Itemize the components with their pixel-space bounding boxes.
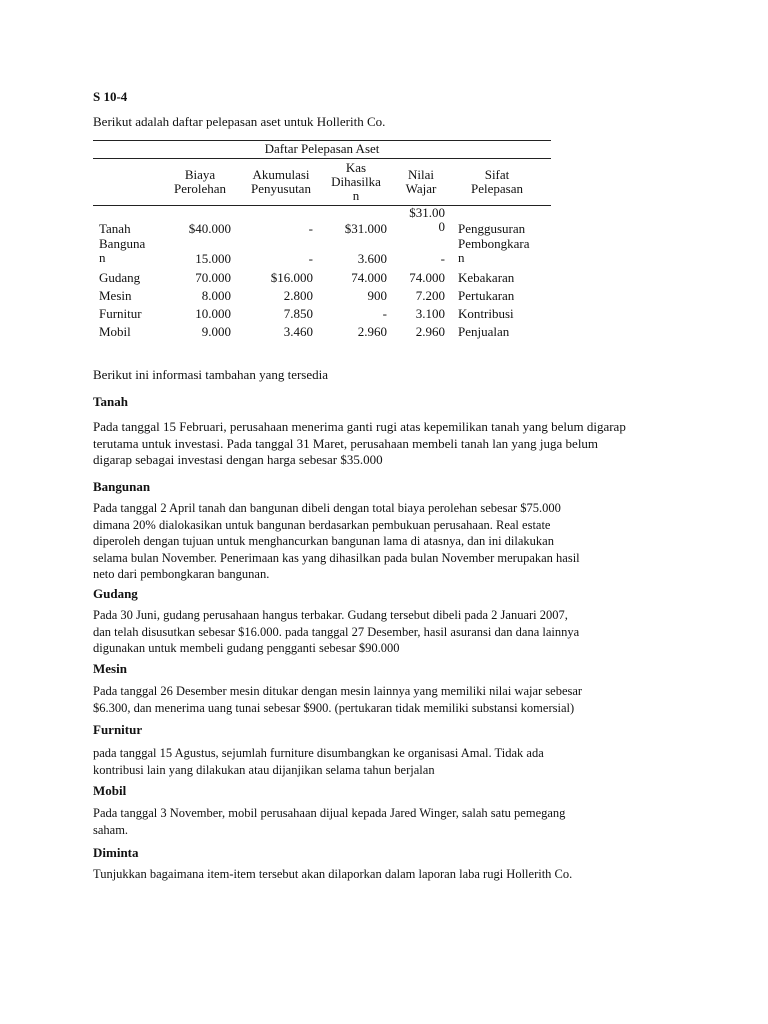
table-title-rule (93, 158, 551, 159)
row-akumulasi: - (308, 221, 313, 236)
row-nilai: 74.000 (409, 270, 445, 285)
row-name: Banguna n (99, 236, 146, 265)
header-akumulasi: Akumulasi Penyusutan (251, 167, 311, 196)
row-nilai: - (440, 251, 445, 266)
section-title-tanah: Tanah (93, 394, 128, 409)
row-name: Mesin (99, 288, 132, 303)
section-body-mesin: Pada tanggal 26 Desember mesin ditukar dengan mesin lainnya yang memiliki nilai wajar sebesar $6.300, dan menerima uang tunai sebesar $900. (pertukaran tidak memiliki substansi komersial) (93, 684, 583, 715)
row-biaya: 9.000 (201, 324, 231, 339)
table-title: Daftar Pelepasan Aset (264, 141, 380, 156)
row-biaya: 8.000 (201, 288, 231, 303)
row-akumulasi: $16.000 (270, 270, 313, 285)
row-sifat: Penggusuran (458, 221, 526, 236)
section-title-bangunan: Bangunan (93, 479, 151, 494)
header-nilai: Nilai Wajar (405, 167, 437, 196)
row-name: Furnitur (99, 306, 142, 321)
row-biaya: 70.000 (195, 270, 231, 285)
section-body-bangunan: Pada tanggal 2 April tanah dan bangunan dibeli dengan total biaya perolehan sebesar $75.000 dimana 20% dialokasikan untuk bangunan berdasarkan pembukuan perusahaan. Real estate diperoleh dengan tujuan untuk menghancurkan bangunan lama di atasnya, dan ini dilakukan selama bulan November. Penerimaan kas yang dihasilkan pada bulan November merupakan hasil neto dari pembongkaran bangunan. (93, 501, 580, 581)
row-akumulasi: 3.460 (283, 324, 313, 339)
section-title-diminta: Diminta (93, 845, 139, 860)
section-title-mesin: Mesin (93, 661, 127, 676)
row-sifat: Kontribusi (458, 306, 514, 321)
row-nilai: $31.00 0 (409, 205, 445, 234)
exercise-code: S 10-4 (93, 89, 128, 104)
row-akumulasi: 2.800 (283, 288, 313, 303)
header-kas: Kas Dihasilka n (331, 160, 381, 203)
row-nilai: 2.960 (415, 324, 445, 339)
row-akumulasi: 7.850 (283, 306, 313, 321)
row-sifat: Pembongkara n (458, 236, 530, 265)
row-sifat: Pertukaran (458, 288, 515, 303)
row-biaya: 15.000 (195, 251, 231, 266)
row-sifat: Kebakaran (458, 270, 515, 285)
section-body-diminta: Tunjukkan bagaimana item-item tersebut akan dilaporkan dalam laporan laba rugi Hollerith Co. (93, 867, 573, 881)
row-sifat: Penjualan (458, 324, 510, 339)
row-kas: 2.960 (357, 324, 387, 339)
section-body-tanah: Pada tanggal 15 Februari, perusahaan menerima ganti rugi atas kepemilikan tanah yang belum digarap terutama untuk investasi. Pada tanggal 31 Maret, perusahaan membeli tanah lan yang juga belum digarap sebagai investasi dengan harga sebesar $35.000 (93, 419, 626, 467)
intro-text: Berikut adalah daftar pelepasan aset untuk Hollerith Co. (93, 114, 386, 129)
row-kas: $31.000 (344, 221, 387, 236)
header-sifat: Sifat Pelepasan (471, 167, 523, 196)
row-name: Tanah (99, 221, 131, 236)
row-kas: 3.600 (357, 251, 387, 266)
row-biaya: $40.000 (188, 221, 231, 236)
row-nilai: 3.100 (415, 306, 445, 321)
row-akumulasi: - (308, 251, 313, 266)
header-biaya: Biaya Perolehan (174, 167, 226, 196)
section-body-gudang: Pada 30 Juni, gudang perusahaan hangus terbakar. Gudang tersebut dibeli pada 2 Januari 2007, dan telah disusutkan sebesar $16.000. pada tanggal 27 Desember, hasil asuransi dan dana lainnya digunakan untuk membeli gudang pengganti sebesar $90.000 (93, 608, 580, 655)
row-biaya: 10.000 (195, 306, 231, 321)
row-nilai: 7.200 (415, 288, 445, 303)
row-name: Gudang (99, 270, 141, 285)
section-body-mobil: Pada tanggal 3 November, mobil perusahaan dijual kepada Jared Winger, salah satu pemegang saham. (93, 806, 566, 837)
section-body-furnitur: pada tanggal 15 Agustus, sejumlah furniture disumbangkan ke organisasi Amal. Tidak ada kontribusi lain yang dilakukan atau dijanjikan selama tahun berjalan (93, 746, 544, 777)
row-kas: 900 (367, 288, 387, 303)
section-title-mobil: Mobil (93, 783, 127, 798)
table-header-rule (93, 205, 551, 206)
row-kas: - (382, 306, 387, 321)
section-title-gudang: Gudang (93, 586, 138, 601)
section-title-furnitur: Furnitur (93, 722, 143, 737)
row-kas: 74.000 (351, 270, 387, 285)
info-intro: Berikut ini informasi tambahan yang tersedia (93, 367, 329, 382)
row-name: Mobil (99, 324, 131, 339)
